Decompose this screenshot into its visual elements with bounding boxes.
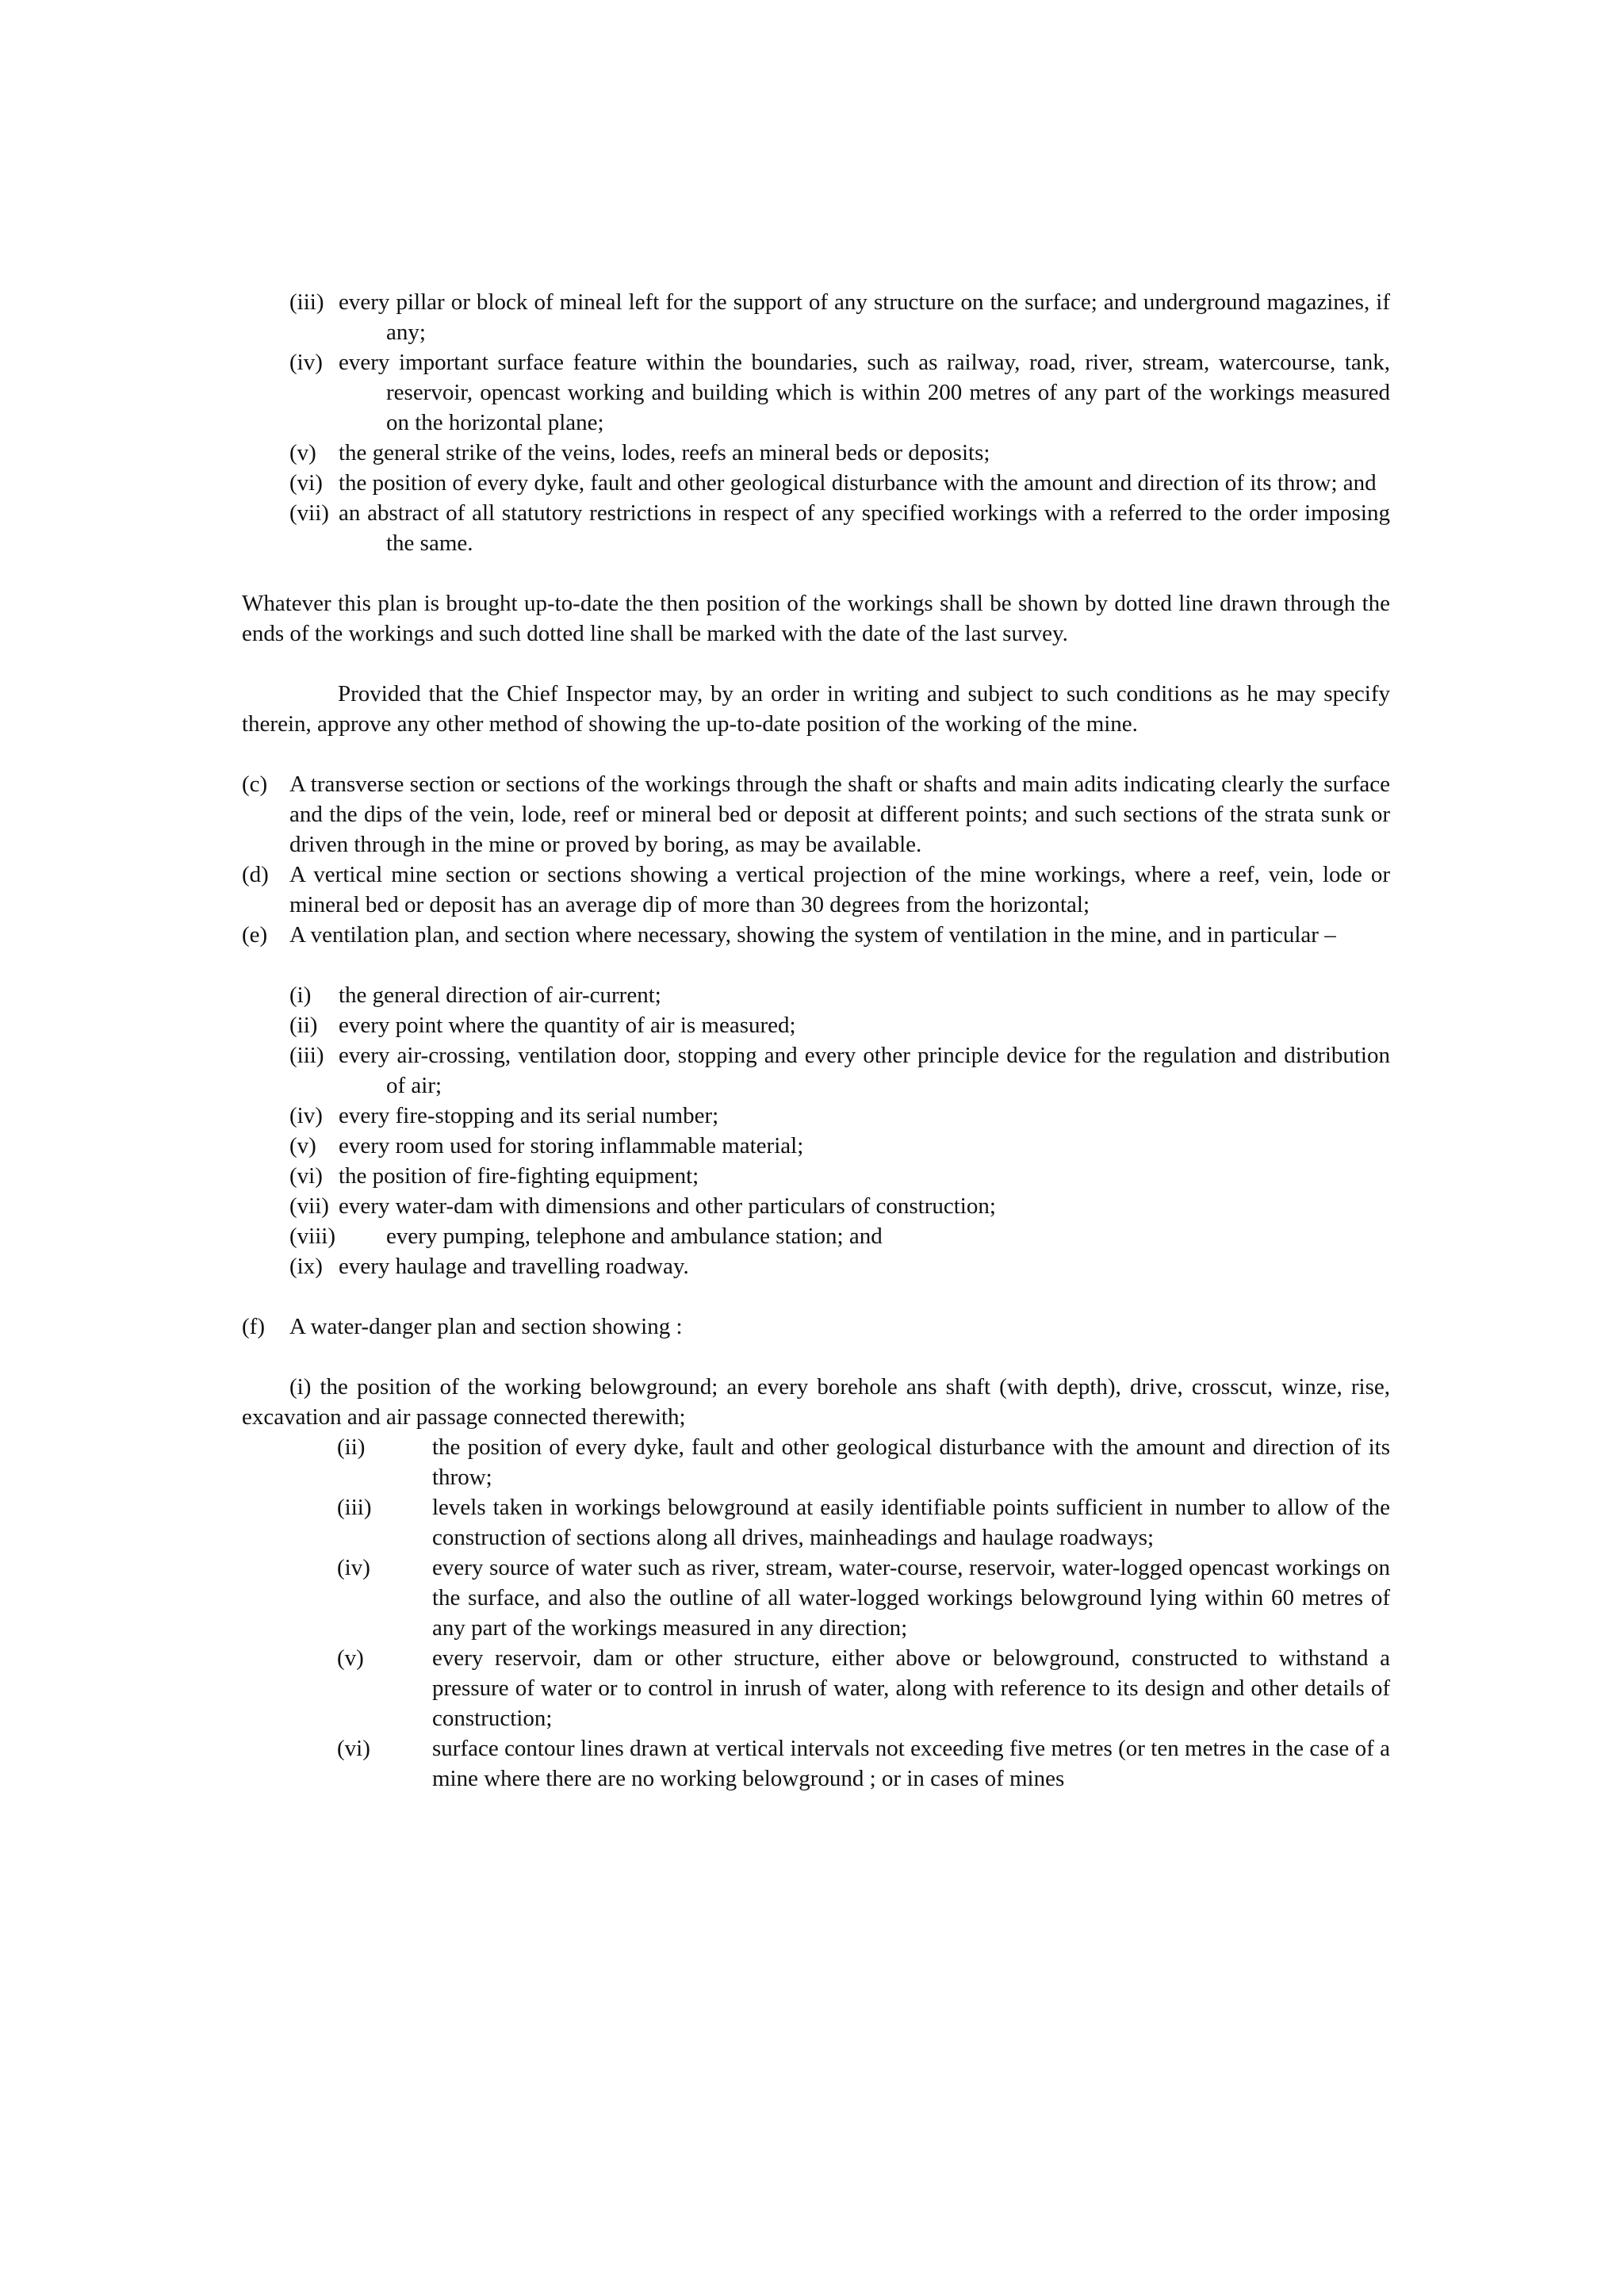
item-text: every room used for storing inflammable material; <box>339 1133 804 1158</box>
item-text: every reservoir, dam or other structure, either above or belowground, constructed to withstand a pressure of water or to control in inrush of water, along with reference to its design and other details of construction; <box>432 1645 1390 1731</box>
item-text: surface contour lines drawn at vertical intervals not exceeding five metres (or ten metres in the case of a mine where there are no working belowground ; or in cases of mines <box>432 1736 1390 1791</box>
item-number: (i) <box>289 982 312 1008</box>
item-number: (iv) <box>289 350 323 375</box>
surface-plan-list <box>242 287 1390 558</box>
item-text: levels taken in workings belowground at easily identifiable points sufficient in number to allow of the construction of sections along all drives, mainheadings and haulage roadways; <box>432 1495 1390 1550</box>
spacer <box>242 1342 1390 1372</box>
item-text: every haulage and travelling roadway. <box>339 1254 689 1279</box>
list-item <box>337 1432 1390 1492</box>
item-number: (v) <box>289 440 316 465</box>
clause-e <box>242 920 1390 950</box>
item-number: (iii) <box>289 1043 324 1068</box>
item-number: (v) <box>289 1133 316 1158</box>
clause-label: (d) <box>242 862 269 887</box>
list-item <box>289 1131 1390 1161</box>
spacer <box>242 1281 1390 1312</box>
clause-text: A transverse section or sections of the workings through the shaft or shafts and main adits indicating clearly the surface and the dips of the vein, lode, reef or mineral bed or deposit at different points; and such sections of the strata sunk or driven through in the mine or proved by boring, as may be available. <box>289 772 1390 857</box>
clause-f <box>242 1312 1390 1342</box>
spacer <box>242 950 1390 980</box>
item-text: every water-dam with dimensions and other particulars of construction; <box>339 1193 996 1219</box>
spacer <box>242 739 1390 769</box>
clause-label: (c) <box>242 772 268 797</box>
item-number: (viii) <box>289 1224 335 1249</box>
list-item <box>289 438 1390 468</box>
item-text: every fire-stopping and its serial number; <box>339 1103 719 1128</box>
clause-text: A water-danger plan and section showing : <box>289 1314 683 1339</box>
list-item <box>289 980 1390 1010</box>
paragraph-update: Whatever this plan is brought up-to-date the then position of the workings shall be shown by dotted line drawn through the ends of the workings and such dotted line shall be marked with the date of the last survey. <box>242 591 1390 646</box>
clause-d <box>242 860 1390 920</box>
list-item <box>289 347 1390 438</box>
list-item <box>337 1492 1390 1553</box>
list-item <box>289 1221 1390 1251</box>
clause-label: (e) <box>242 922 268 948</box>
list-item <box>289 468 1390 498</box>
list-item <box>337 1733 1390 1794</box>
list-item <box>289 498 1390 558</box>
item-number: (vi) <box>289 1163 323 1189</box>
item-text: the position of every dyke, fault and other geological disturbance with the amount and direction of its throw; <box>432 1434 1390 1490</box>
spacer <box>242 649 1390 679</box>
item-number: (vii) <box>289 1193 329 1219</box>
item-text: the general direction of air-current; <box>339 982 661 1008</box>
list-item <box>289 1040 1390 1101</box>
page-content <box>242 287 1390 1794</box>
item-text: every air-crossing, ventilation door, stopping and every other principle device for the regulation and distribution of air; <box>339 1043 1390 1098</box>
ventilation-list <box>242 980 1390 1281</box>
list-item <box>337 1553 1390 1643</box>
item-number: (v) <box>337 1645 364 1671</box>
item-number: (iv) <box>289 1103 323 1128</box>
list-item <box>289 1101 1390 1131</box>
item-text: the position of fire-fighting equipment; <box>339 1163 699 1189</box>
clause-label: (f) <box>242 1314 265 1339</box>
clause-text: A ventilation plan, and section where necessary, showing the system of ventilation in the mine, and in particular – <box>289 922 1336 948</box>
spacer <box>242 558 1390 588</box>
paragraph-proviso: Provided that the Chief Inspector may, by an order in writing and subject to such conditions as he may specify therein, approve any other method of showing the up-to-date position of the working of the mine. <box>242 681 1390 737</box>
item-number: (iii) <box>289 289 324 315</box>
item-number: (iii) <box>337 1495 372 1520</box>
item-text: an abstract of all statutory restrictions in respect of any specified workings with a referred to the order imposing the same. <box>339 500 1390 556</box>
item-number: (vi) <box>337 1736 370 1761</box>
list-item <box>289 1010 1390 1040</box>
item-text: the position of every dyke, fault and other geological disturbance with the amount and direction of its throw; and <box>339 470 1377 496</box>
clause-text: A vertical mine section or sections showing a vertical projection of the mine workings, where a reef, vein, lode or mineral bed or deposit has an average dip of more than 30 degrees from the horizontal; <box>289 862 1390 917</box>
item-text: every pillar or block of mineal left for the support of any structure on the surface; and underground magazines, if any; <box>339 289 1390 345</box>
list-item <box>337 1643 1390 1733</box>
water-danger-list <box>337 1432 1390 1794</box>
item-number: (ix) <box>289 1254 323 1279</box>
item-text: the general strike of the veins, lodes, reefs an mineral beds or deposits; <box>339 440 990 465</box>
item-text: every point where the quantity of air is measured; <box>339 1013 796 1038</box>
list-item <box>289 1161 1390 1191</box>
clause-c <box>242 769 1390 860</box>
list-item <box>289 1251 1390 1281</box>
item-number: (vii) <box>289 500 329 526</box>
list-item <box>289 287 1390 347</box>
paragraph-water-danger-i: (i) the position of the working belowground; an every borehole ans shaft (with depth), drive, crosscut, winze, rise, excavation and air passage connected therewith; <box>242 1374 1390 1430</box>
item-number: (iv) <box>337 1555 370 1580</box>
item-text: every source of water such as river, stream, water-course, reservoir, water-logged opencast workings on the surface, and also the outline of all water-logged workings belowground lying within 60 metres of any part of the workings measured in any direction; <box>432 1555 1390 1641</box>
list-item <box>289 1191 1390 1221</box>
item-number: (ii) <box>289 1013 318 1038</box>
item-number: (vi) <box>289 470 323 496</box>
item-number: (ii) <box>337 1434 366 1460</box>
item-text: every important surface feature within the boundaries, such as railway, road, river, stream, watercourse, tank, reservoir, opencast working and building which is within 200 metres of any part of the workings measured on the horizontal plane; <box>339 350 1390 435</box>
item-text: every pumping, telephone and ambulance station; and <box>386 1224 883 1249</box>
